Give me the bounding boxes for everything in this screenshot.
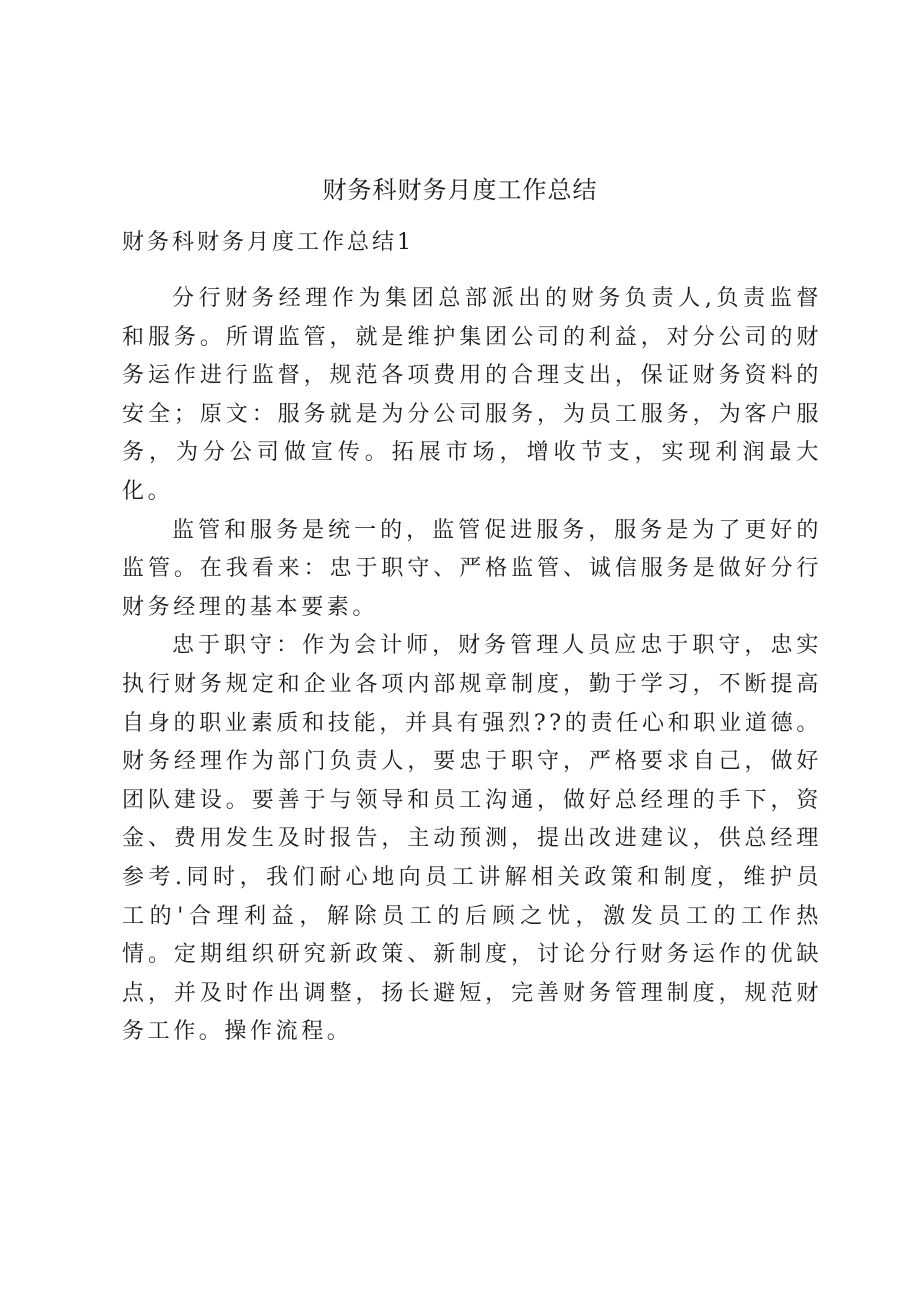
- paragraph-2: 监管和服务是统一的，监管促进服务，服务是为了更好的监管。在我看来：忠于职守、严格监管、诚信服务是做好分行财务经理的基本要素。: [122, 517, 822, 620]
- section-heading: 财务科财务月度工作总结1: [122, 230, 414, 255]
- paragraph-3: 忠于职守：作为会计师，财务管理人员应忠于职守，忠实执行财务规定和企业各项内部规章制度，勤于学习，不断提高自身的职业素质和技能，并具有强烈??的责任心和职业道德。财务经理作为部门负责人，要忠于职守，严格要求自己，做好团队建设。要善于与领导和员工沟通，做好总经理的手下，资金、费用发生及时报告，主动预测，提出改进建议，供总经理参考.同时，我们耐心地向员工讲解相关政策和制度，维护员工的'合理利益，解除员工的后顾之忧，激发员工的工作热情。定期组织研究新政策、新制度，讨论分行财务运作的优缺点，并及时作出调整，扬长避短，完善财务管理制度，规范财务工作。操作流程。: [122, 633, 822, 1045]
- document-body: [122, 280, 822, 1052]
- document-title: 财务科财务月度工作总结: [322, 176, 598, 204]
- paragraph-1: 分行财务经理作为集团总部派出的财务负责人,负责监督和服务。所谓监管，就是维护集团公司的利益，对分公司的财务运作进行监督，规范各项费用的合理支出，保证财务资料的安全；原文：服务就是为分公司服务，为员工服务，为客户服务，为分公司做宣传。拓展市场，增收节支，实现利润最大化。: [122, 286, 822, 504]
